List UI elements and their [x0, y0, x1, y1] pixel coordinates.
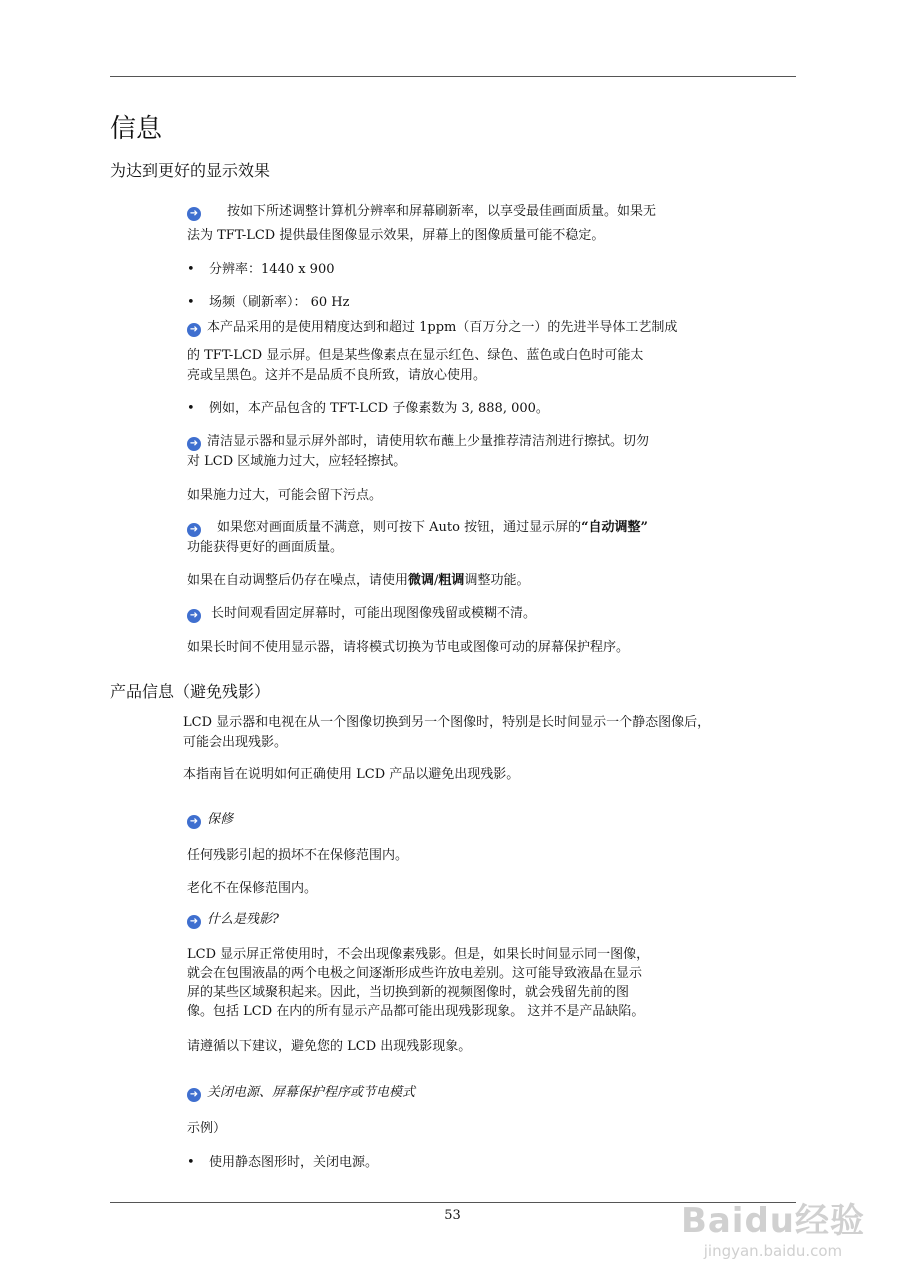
para-auto-adjust: ➜ 如果您对画面质量不满意，则可按下 Auto 按钮，通过显示屏的“自动调整” [187, 518, 648, 538]
arrow-icon: ➜ [187, 207, 201, 221]
para-cleaning-line2: 对 LCD 区域施力过大，应轻轻擦拭。 [187, 454, 407, 469]
bullet-icon: • [187, 295, 195, 310]
bullet-icon: • [187, 262, 195, 277]
arrow-icon: ➜ [187, 1088, 201, 1102]
arrow-icon: ➜ [187, 437, 201, 451]
para-guide: 本指南旨在说明如何正确使用 LCD 产品以避免出现残影。 [183, 767, 520, 782]
para-screensaver: 如果长时间不使用显示器，请将模式切换为节电或图像可动的屏幕保护程序。 [187, 640, 630, 655]
para-pixels-line2: 的 TFT-LCD 显示屏。但是某些像素点在显示红色、绿色、蓝色或白色时可能太 [187, 348, 644, 363]
bullet-icon: • [187, 1155, 195, 1170]
arrow-icon: ➜ [187, 915, 201, 929]
para-pixels-line3: 亮或呈黑色。这并不是品质不良所致，请放心使用。 [187, 368, 487, 383]
watermark [681, 1193, 865, 1260]
para-retention-intro-line2: 可能会出现残影。 [183, 735, 288, 750]
para-retention-explain-3: 屏的某些区域聚积起来。因此，当切换到新的视频图像时，就会残留先前的图 [187, 985, 630, 1000]
para-stains: 如果施力过大，可能会留下污点。 [187, 488, 383, 503]
bullet-subpixels: • 例如，本产品包含的 TFT-LCD 子像素数为 3, 888, 000。 [187, 399, 549, 419]
para-resolution: ➜ 按如下所述调整计算机分辨率和屏幕刷新率，以享受最佳画面质量。如果无 [187, 202, 656, 222]
para-fine-coarse: 如果在自动调整后仍存在噪点，请使用微调/粗调调整功能。 [187, 573, 530, 588]
para-resolution-line2: 法为 TFT-LCD 提供最佳图像显示效果，屏幕上的图像质量可能不稳定。 [187, 228, 605, 243]
section-heading-image-retention: 产品信息（避免残影） [110, 682, 271, 701]
subheading-warranty: ➜ 保修 [187, 810, 233, 830]
para-pixels: ➜ 本产品采用的是使用精度达到和超过 1ppm（百万分之一）的先进半导体工艺制成 [187, 318, 677, 338]
arrow-icon: ➜ [187, 609, 201, 623]
bullet-icon: • [187, 401, 195, 416]
arrow-icon: ➜ [187, 815, 201, 829]
para-cleaning: ➜ 清洁显示器和显示屏外部时，请使用软布蘸上少量推荐清洁剂进行擦拭。切勿 [187, 432, 649, 452]
para-auto-adjust-line2: 功能获得更好的画面质量。 [187, 540, 344, 555]
bullet-resolution: • 分辨率：1440 x 900 [187, 260, 335, 280]
bullet-power-off: • 使用静态图形时，关闭电源。 [187, 1153, 378, 1173]
bullet-refresh: • 场频（刷新率）： 60 Hz [187, 293, 350, 313]
arrow-icon: ➜ [187, 323, 201, 337]
subheading-power-off: ➜ 关闭电源、屏幕保护程序或节电模式 [187, 1083, 415, 1103]
para-fixed-screen: ➜ 长时间观看固定屏幕时，可能出现图像残留或模糊不清。 [187, 604, 536, 624]
para-follow-advice: 请遵循以下建议，避免您的 LCD 出现残影现象。 [187, 1039, 472, 1054]
para-retention-explain-4: 像。包括 LCD 在内的所有显示产品都可能出现残影现象。 这并不是产品缺陷。 [187, 1004, 645, 1019]
para-warranty-1: 任何残影引起的损坏不在保修范围内。 [187, 848, 409, 863]
watermark-logo: Baidu经验 [680, 1201, 865, 1241]
para-example: 示例） [187, 1121, 227, 1136]
page-number: 53 [444, 1208, 461, 1223]
para-retention-intro: LCD 显示器和电视在从一个图像切换到另一个图像时，特别是长时间显示一个静态图像后， [183, 715, 711, 730]
section-heading-display: 为达到更好的显示效果 [110, 161, 271, 180]
subheading-what-is-retention: ➜ 什么是残影? [187, 910, 279, 930]
watermark-url: jingyan.baidu.com [703, 1242, 843, 1260]
para-retention-explain-1: LCD 显示屏正常使用时，不会出现像素残影。但是，如果长时间显示同一图像， [187, 947, 650, 962]
para-warranty-2: 老化不在保修范围内。 [187, 881, 318, 896]
page-title: 信息 [110, 114, 163, 144]
para-retention-explain-2: 就会在包围液晶的两个电极之间逐渐形成些许放电差别。这可能导致液晶在显示 [187, 966, 643, 981]
top-rule [110, 76, 796, 77]
arrow-icon: ➜ [187, 523, 201, 537]
